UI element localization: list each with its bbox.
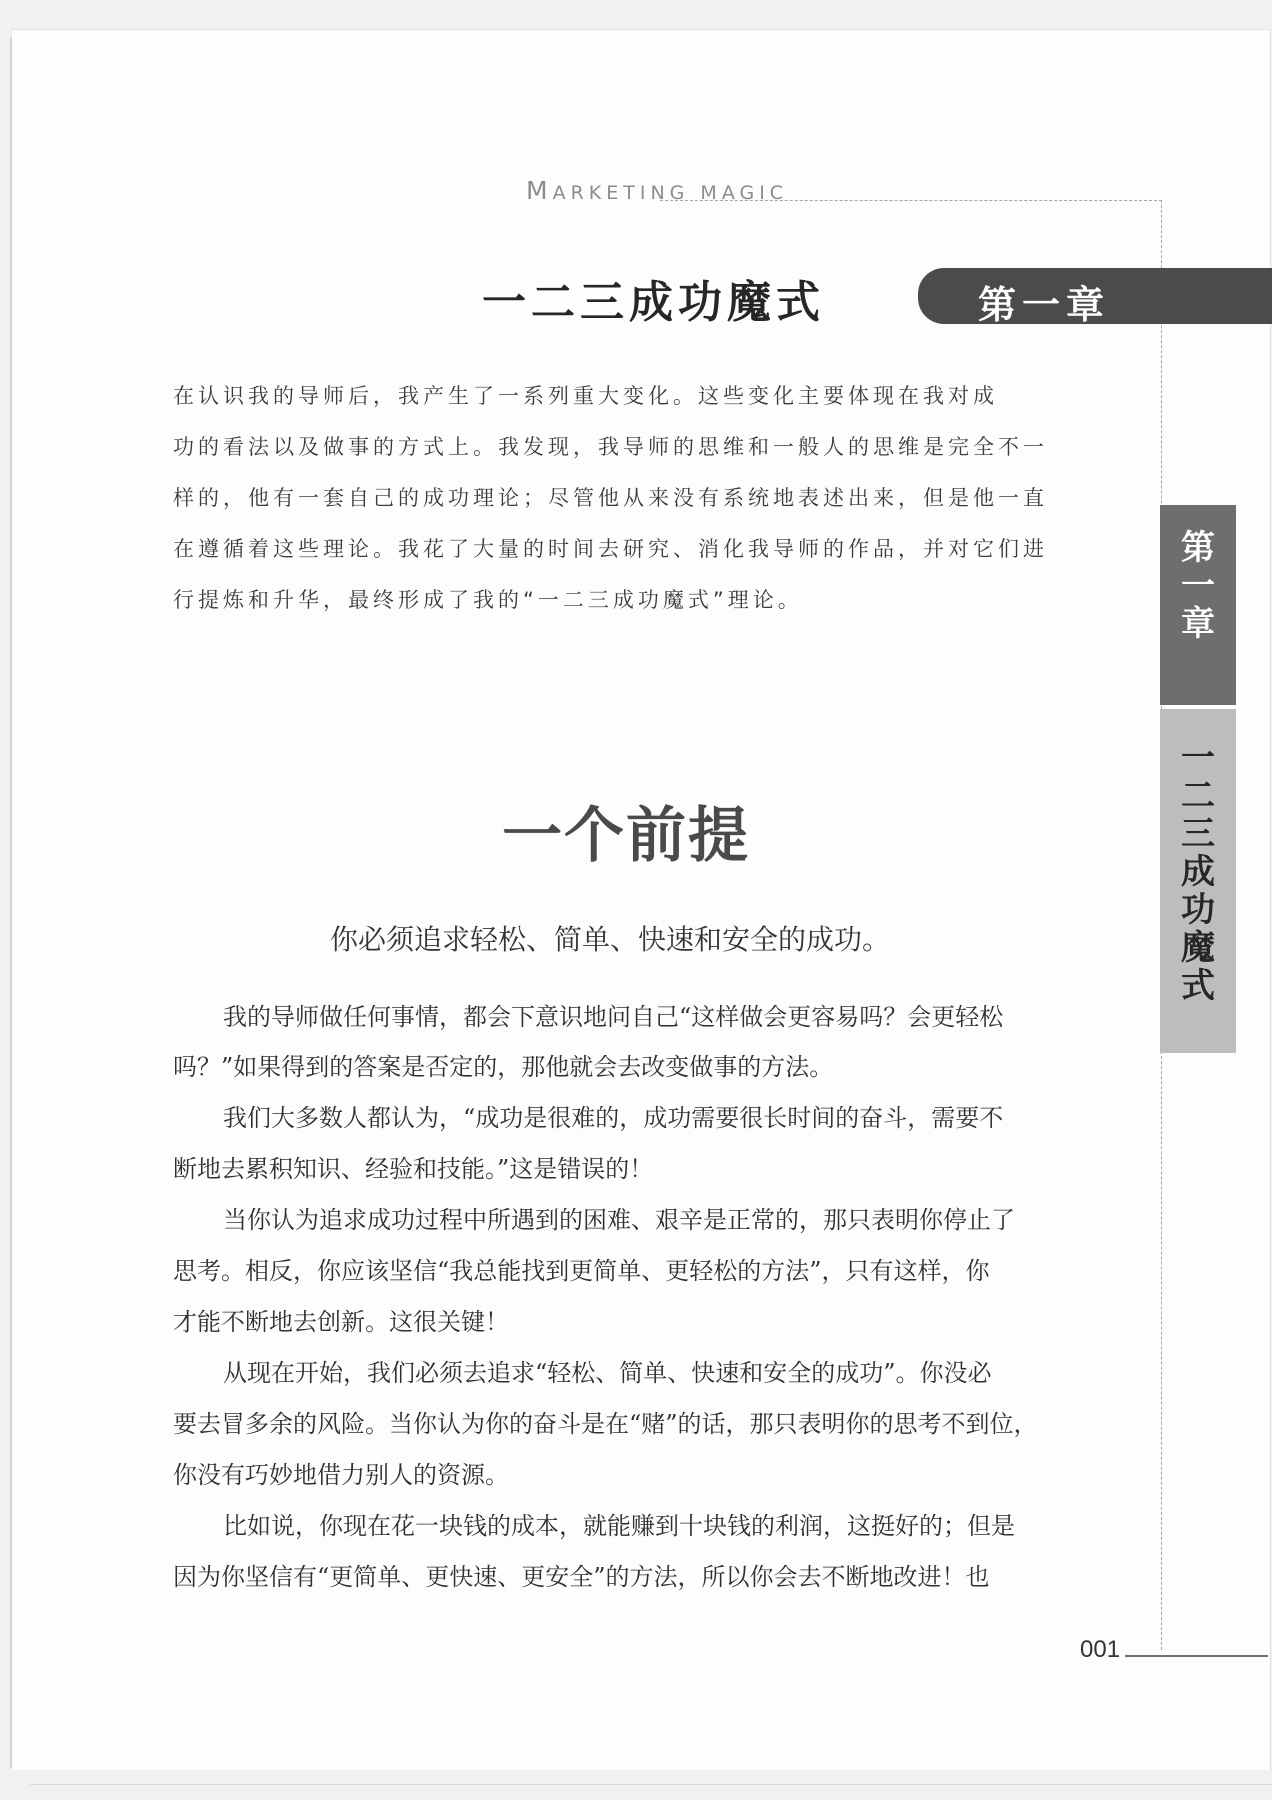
- intro-line: 行提炼和升华，最终形成了我的“一二三成功魔式”理论。: [173, 588, 803, 612]
- running-head-text: ARKETING MAGIC: [552, 182, 789, 204]
- chapter-label-pill: [918, 268, 1272, 327]
- body-line: 断地去累积知识、经验和技能。”这是错误的！: [173, 1155, 654, 1183]
- body-line: 你没有巧妙地借力别人的资源。: [173, 1461, 509, 1489]
- page-edge: [10, 38, 12, 1768]
- body-line: 从现在开始，我们必须去追求“轻松、简单、快速和安全的成功”。你没必: [223, 1359, 992, 1387]
- body-line: 吗？”如果得到的答案是否定的，那他就会去改变做事的方法。: [173, 1053, 834, 1081]
- running-head-initial: M: [526, 176, 553, 205]
- scan-edge-line: [30, 1784, 1272, 1785]
- intro-line: 样的，他有一套自己的成功理论；尽管他从来没有系统地表述出来，但是他一直: [173, 486, 1048, 510]
- body-line: 要去冒多余的风险。当你认为你的奋斗是在“赌”的话，那只表明你的思考不到位，: [173, 1410, 1038, 1438]
- side-tab-title-text: 一 二 三 成 功 魔 式: [1181, 738, 1215, 1006]
- scan-bottom-strip: [0, 1770, 1272, 1800]
- section-title: 一个前提: [502, 801, 750, 871]
- header-dashed-rule: [660, 200, 1162, 201]
- intro-line: 在认识我的导师后，我产生了一系列重大变化。这些变化主要体现在我对成: [173, 384, 998, 408]
- section-subtitle: 你必须追求轻松、简单、快速和安全的成功。: [330, 923, 891, 956]
- intro-line: 功的看法以及做事的方式上。我发现，我导师的思维和一般人的思维是完全不一: [173, 435, 1048, 459]
- body-line: 我们大多数人都认为，“成功是很难的，成功需要很长时间的奋斗，需要不: [223, 1104, 1004, 1132]
- body-line: 我的导师做任何事情，都会下意识地问自己“这样做会更容易吗？会更轻松: [223, 1003, 1004, 1031]
- side-tab-chapter: [1160, 505, 1236, 705]
- body-line: 比如说，你现在花一块钱的成本，就能赚到十块钱的利润，这挺好的；但是: [223, 1512, 1015, 1540]
- body-line: 当你认为追求成功过程中所遇到的困难、艰辛是正常的，那只表明你停止了: [223, 1206, 1015, 1234]
- side-tab-title: [1160, 709, 1236, 1053]
- body-line: 因为你坚信有“更简单、更快速、更安全”的方法，所以你会去不断地改进！也: [173, 1563, 990, 1591]
- body-line: 思考。相反，你应该坚信“我总能找到更简单、更轻松的方法”，只有这样，你: [173, 1257, 990, 1285]
- side-tab-chapter-label: 第 一 章: [1181, 528, 1215, 644]
- folio-rule: [1125, 1655, 1268, 1657]
- intro-line: 在遵循着这些理论。我花了大量的时间去研究、消化我导师的作品，并对它们进: [173, 537, 1048, 561]
- chapter-label: 第一章: [978, 282, 1111, 327]
- chapter-title: 一二三成功魔式: [482, 277, 825, 328]
- body-line: 才能不断地去创新。这很关键！: [173, 1308, 509, 1336]
- page-number: 001: [1080, 1636, 1121, 1663]
